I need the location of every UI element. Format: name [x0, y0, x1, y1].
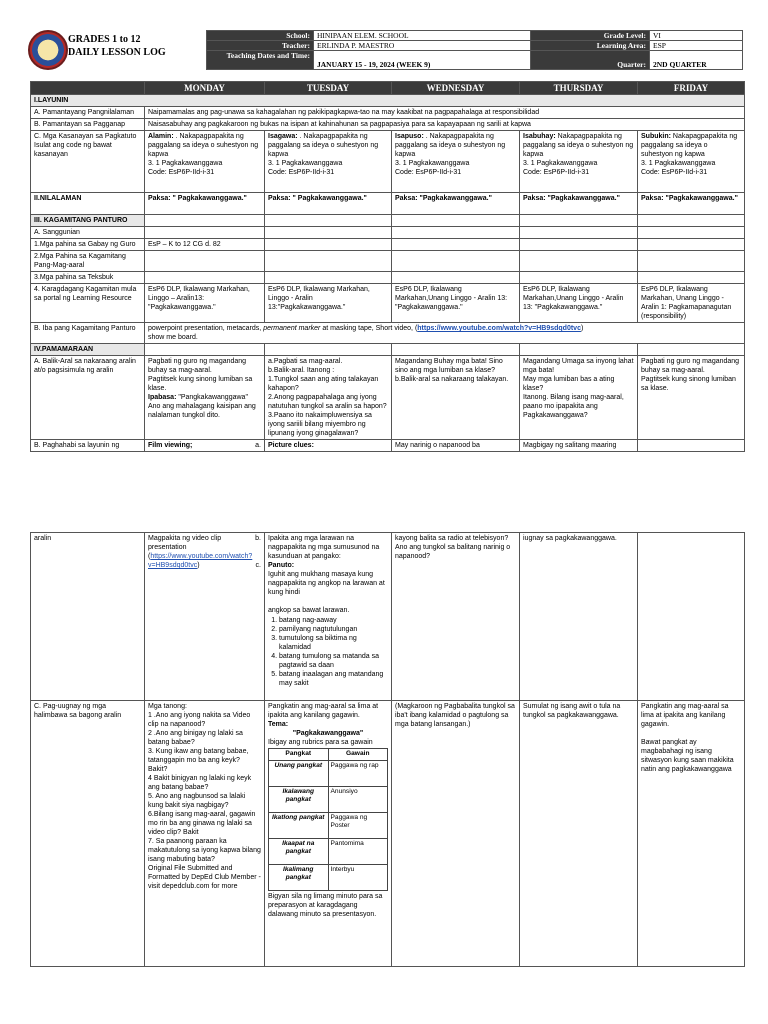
- pag-uugnay-tue-closing: Bigyan sila ng limang minuto para sa preparasyon at karagdagang dalawang minuto sa presentasyon.: [268, 892, 383, 918]
- kasanayan-prefix: Isagawa:: [268, 133, 298, 140]
- section-kagamitan: [31, 215, 745, 227]
- kasanayan-tuesday: [265, 131, 392, 193]
- p2-tue-panuto: Panuto:: [268, 562, 295, 569]
- p2-letter-b: b.: [255, 535, 261, 542]
- deped-seal-logo: [28, 30, 68, 70]
- pangkat-cell: Ikatlong pangkat: [269, 812, 329, 838]
- iba-text-part: ) show me board.: [148, 325, 584, 341]
- balik-tuesday: a.Pagbati sa mag-aaral. b.Balik-aral. Itanong : 1.Tungkol saan ang ating talakayan kahapon? 2.Anong pagpapahalaga ang iyong natutuhan tungkol sa aralin sa hapon? 3.Paano ito nakaimpluwensiya sa iyong sariili bilang miyembro ng lipunang iyong ginagalawan?: [265, 356, 392, 440]
- list-item: 3. tumutulong sa biktima ng kalamidad: [279, 634, 388, 652]
- teacher-value: ERLINDA P. MAESTRO: [314, 41, 531, 51]
- grade-level-label: Grade Level:: [531, 31, 650, 41]
- balik-monday: [145, 356, 265, 440]
- iba-text-italic: permanent marker: [263, 325, 321, 332]
- nilalaman-label: II.NILALAMAN: [31, 193, 145, 215]
- balik-wednesday: Magandang Buhay mga bata! Sino sino ang mga lumiban sa klase? b.Balik-aral sa nakaraang talakayan.: [392, 356, 520, 440]
- iba-label: B. Iba pang Kagamitang Panturo: [31, 323, 145, 344]
- kasanayan-prefix: Isabuhay:: [523, 133, 556, 140]
- p2-text: ): [197, 562, 200, 569]
- nilalaman-tuesday: Paksa: " Pagkakawanggawa.": [265, 193, 392, 215]
- list-item: 5. batang inaalagan ang matandang may sakit: [279, 670, 388, 688]
- pag-uugnay-tuesday: [265, 701, 392, 967]
- balik-bold: Ipabasa:: [148, 394, 177, 401]
- gawain-cell: Anunsiyo: [328, 786, 388, 812]
- pag-uugnay-label: C. Pag-uugnay ng mga halimbawa sa bagong aralin: [31, 701, 145, 967]
- row-iba-pang-kagamitan: [31, 323, 745, 344]
- paghahabi-tuesday: Picture clues:: [265, 440, 392, 452]
- header-info-table: [206, 30, 743, 70]
- pangkat-cell: Unang pangkat: [269, 760, 329, 786]
- pag-uugnay-friday: Pangkatin ang mag-aaral sa lima at ipakita ang kanilang gagawin. Bawat pangkat ay magbabahagi ng isang sitwasyon kung saan makikita natin ang pagkakawanggawa: [638, 701, 745, 967]
- day-monday: MONDAY: [145, 82, 265, 95]
- row-pamantayang-pangnilalaman: [31, 107, 745, 119]
- row-nilalaman: [31, 193, 745, 215]
- pangkat-table: [268, 748, 388, 891]
- nilalaman-monday: Paksa: " Pagkakawanggawa.": [145, 193, 265, 215]
- learning-area-label: Learning Area:: [531, 41, 650, 51]
- pagganap-label: B. Pamantayan sa Pagganap: [31, 119, 145, 131]
- section-layunin-label: I.LAYUNIN: [31, 95, 745, 107]
- pangkat-cell: Ikalawang pangkat: [269, 786, 329, 812]
- paghahabi-monday: [145, 440, 265, 452]
- pangkat-header: Pangkat: [269, 749, 329, 761]
- nilalaman-friday: Paksa: "Pagkakawanggawa.": [638, 193, 745, 215]
- kasanayan-text: . Nakapagpapakita ng paggalang sa ideya o suhestyon ng kapwa 3. 1 Pagkakawanggawa Code: EsP6P-IId-i-31: [148, 133, 259, 176]
- kasanayan-text: . Nakapagpapakita ng paggalang sa ideya o suhestyon ng kapwa 3. 1 Pagkakawanggawa Code: EsP6P-IId-i-31: [268, 133, 379, 176]
- row-paghahabi: [31, 440, 745, 452]
- sanggunian-label: A. Sanggunian: [31, 227, 145, 239]
- list-item: 4. batang tumulong sa matanda sa pagtawid sa daan: [279, 652, 388, 670]
- row-gabay-guro: [31, 239, 745, 251]
- teksbuk-label: 3.Mga pahina sa Teksbuk: [31, 272, 145, 284]
- kasanayan-wednesday: [392, 131, 520, 193]
- balik-friday: Pagbati ng guro ng magandang buhay sa mag-aaral. Pagtitsek kung sinong lumiban sa klase.: [638, 356, 745, 440]
- teacher-label: Teacher:: [207, 41, 314, 51]
- row-paghahabi-cont: [31, 533, 745, 701]
- p2-tue-intro: Ipakita ang mga larawan na nagpapakita ng mga sumusunod na kasunduan at pangako:: [268, 535, 380, 560]
- title-line-2: DAILY LESSON LOG: [68, 47, 166, 58]
- p2-letter-c: c.: [255, 562, 261, 569]
- section-pamamaraan: [31, 344, 745, 356]
- iba-text: [145, 323, 745, 344]
- gawain-header: Gawain: [328, 749, 388, 761]
- list-item: 1. batang nag-aaway: [279, 616, 388, 625]
- balik-text: "Pangkakawanggawa" Ano ang mahalagang kaisipan ang nalalaman tungkol dito.: [148, 394, 256, 419]
- iba-text-part: at masking tape, Short video, (: [320, 325, 418, 332]
- grade-level-value: VI: [650, 31, 743, 41]
- pag-uugnay-rubrics-note: Ibigay ang rubrics para sa gawain: [268, 739, 373, 746]
- row-kagamitang-mag-aaral: [31, 251, 745, 272]
- gabay-label: 1.Mga pahina sa Gabay ng Guro: [31, 239, 145, 251]
- pag-uugnay-tema-value: "Pagkakawanggawa": [292, 730, 364, 737]
- pag-uugnay-tue-intro: Pangkatin ang mag-aaral sa lima at ipakita ang kanilang gagawin.: [268, 703, 379, 719]
- karagdagang-friday: EsP6 DLP, Ikalawang Markahan, Unang Linggo - Aralin 1: Pagkamapanagutan (responsibility): [638, 284, 745, 323]
- gawain-cell: Paggawa ng rap: [328, 760, 388, 786]
- p2-tuesday: [265, 533, 392, 701]
- paghahabi-wednesday: May narinig o napanood ba: [392, 440, 520, 452]
- kasanayan-prefix: Isapuso:: [395, 133, 424, 140]
- title-line-1: GRADES 1 to 12: [68, 34, 141, 45]
- karagdagang-wednesday: EsP6 DLP, Ikalawang Markahan,Unang Linggo - Aralin 13: "Pagkakawanggawa.": [392, 284, 520, 323]
- day-header-row: [31, 82, 745, 95]
- balik-label: A. Balik-Aral sa nakaraang aralin at/o pagsisimula ng aralin: [31, 356, 145, 440]
- balik-thursday: Magandang Umaga sa inyong lahat mga bata! May mga lumiban bas a ating klase? Itanong. Bilang isang mag-aaral, paano mo ipapakita ang Pagkakawanggawa?: [520, 356, 638, 440]
- paghahabi-thursday: Magbigay ng salitang maaring: [520, 440, 638, 452]
- pag-uugnay-wednesday: (Magkaroon ng Pagbabalita tungkol sa iba't ibang kalamidad o pagtulong sa mga batang lansangan.): [392, 701, 520, 967]
- kasanayan-text: Nakapagpapakita ng paggalang sa ideya o suhestyon ng kapwa 3. 1 Pagkakawanggawa Code: EsP6P-IId-i-31: [641, 133, 738, 176]
- lesson-log-table-page1: [30, 81, 745, 452]
- kagamitan-label: III. KAGAMITANG PANTURO: [31, 215, 145, 227]
- quarter-value: 2ND QUARTER: [650, 51, 743, 70]
- paghahabi-text: Film viewing;: [148, 442, 193, 449]
- p2-label: aralin: [31, 533, 145, 701]
- karagdagang-thursday: EsP6 DLP, Ikalawang Markahan,Unang Linggo - Aralin 13: "Pagkakawanggawa.": [520, 284, 638, 323]
- dates-value: JANUARY 15 - 19, 2024 (WEEK 9): [314, 51, 531, 70]
- pangkat-cell: Ikalimang pangkat: [269, 864, 329, 890]
- gawain-cell: Interbyu: [328, 864, 388, 890]
- day-friday: FRIDAY: [638, 82, 745, 95]
- section-layunin: [31, 95, 745, 107]
- paghahabi-letter: a.: [255, 442, 261, 449]
- lesson-log-table-page2: [30, 532, 745, 967]
- kasanayan-label: C. Mga Kasanayan sa Pagkatuto Isulat ang code ng bawat kasanayan: [31, 131, 145, 193]
- row-teksbuk: [31, 272, 745, 284]
- iba-text-part: powerpoint presentation, metacards,: [148, 325, 264, 332]
- karagdagang-monday: EsP6 DLP, Ikalawang Markahan, Linggo – Aralin13: "Pagkakawanggawa.": [145, 284, 265, 323]
- school-label: School:: [207, 31, 314, 41]
- p2-monday: [145, 533, 265, 701]
- kasanayan-friday: [638, 131, 745, 193]
- list-item: 2. pamilyang nagtutulungan: [279, 625, 388, 634]
- day-thursday: THURSDAY: [520, 82, 638, 95]
- kasanayan-prefix: Subukin:: [641, 133, 671, 140]
- pangkat-cell: Ikaapat na pangkat: [269, 838, 329, 864]
- gawain-cell: Paggawa ng Poster: [328, 812, 388, 838]
- kasanayan-monday: [145, 131, 265, 193]
- p2-youtube-link[interactable]: https://www.youtube.com/watch?v=HB9sdqd0tvc: [148, 553, 253, 569]
- nilalaman-thursday: Paksa: "Pagkakawanggawa.": [520, 193, 638, 215]
- kagamitang-mag-aaral-label: 2.Mga Pahina sa Kagamitang Pang-Mag-aaral: [31, 251, 145, 272]
- row-pamantayan-pagganap: [31, 119, 745, 131]
- row-sanggunian: [31, 227, 745, 239]
- day-tuesday: TUESDAY: [265, 82, 392, 95]
- dates-label: Teaching Dates and Time:: [207, 51, 314, 70]
- quarter-label: Quarter:: [531, 51, 650, 70]
- kasanayan-prefix: Alamin:: [148, 133, 174, 140]
- nilalaman-wednesday: Paksa: "Pagkakawanggawa.": [392, 193, 520, 215]
- header-title: [68, 33, 166, 59]
- school-value: HINIPAAN ELEM. SCHOOL: [314, 31, 531, 41]
- kasanayan-text: Nakapagpapakita ng paggalang sa ideya o suhestyon ng kapwa 3. 1 Pagkakawanggawa Code: EsP6P-IId-i-31: [523, 133, 634, 176]
- gabay-text: EsP – K to 12 CG d. 82: [145, 239, 265, 251]
- karagdagang-label: 4. Karagdagang Kagamitan mula sa portal ng Learning Resource: [31, 284, 145, 323]
- pamantayang-text: Naipamamalas ang pag-unawa sa kahagalahan ng pakikipagkapwa-tao na may kaakibat na pagpapahalaga at responsibilidad: [145, 107, 745, 119]
- paghahabi-label: B. Paghahabi sa layunin ng: [31, 440, 145, 452]
- kasanayan-text: . Nakapagpapakita ng paggalang sa ideya o suhestyon ng kapwa 3. 1 Pagkakawanggawa Code: EsP6P-IId-i-31: [395, 133, 506, 176]
- pamantayang-label: A. Pamantayang Pangnilalaman: [31, 107, 145, 119]
- day-wednesday: WEDNESDAY: [392, 82, 520, 95]
- p2-tue-list: [268, 616, 388, 688]
- pag-uugnay-monday: Mga tanong: 1 .Ano ang iyong nakita sa Video clip na napanood? 2 .Ano ang binigay ng lalaki sa batang babae? 3. Kung ikaw ang batang babae, tatanggapin mo ba ang keyk? Bakit? 4 Bakit binigyan ng lalaki ng keyk ang batang babae? 5. Ano ang nagbunsod sa lalaki kung bakit siya nagbigay? 6.Bilang isang mag-aaral, gagawin mo rin ba ang ginawa ng lalaki sa video clip? Bakit 7. Sa paanong paraan ka makatutulong sa iyong kapwa bilang isang mabuting bata? Original File Submitted and Formatted by DepEd Club Member - visit depedclub.com for more: [145, 701, 265, 967]
- p2-tue-instructions: Iguhit ang mukhang masaya kung nagpapakita ng angkop na larawan at kung hindi angkop sa bawat larawan.: [268, 571, 385, 614]
- row-balik-aral: [31, 356, 745, 440]
- kasanayan-thursday: [520, 131, 638, 193]
- p2-thursday: iugnay sa pagkakawanggawa.: [520, 533, 638, 701]
- pagganap-text: Naisasabuhay ang pagkakaroon ng bukas na isipan at kahinahunan sa pagpapasiya para sa kapayapaan ng sarili at kapwa: [145, 119, 745, 131]
- youtube-link[interactable]: https://www.youtube.com/watch?v=HB9sdqd0tvc: [417, 325, 581, 332]
- balik-text: Pagbati ng guro ng magandang buhay sa mag-aaral. Pagtitsek kung sinong lumiban sa klase.: [148, 358, 253, 392]
- p2-wednesday: kayong balita sa radio at telebisyon? Ano ang tungkol sa balitang narinig o napanood?: [392, 533, 520, 701]
- gawain-cell: Pantomima: [328, 838, 388, 864]
- row-kasanayan: [31, 131, 745, 193]
- pamamaraan-label: IV.PAMAMARAAN: [31, 344, 145, 356]
- pag-uugnay-thursday: Sumulat ng isang awit o tula na tungkol sa pagkakawanggawa.: [520, 701, 638, 967]
- row-karagdagang-kagamitan: [31, 284, 745, 323]
- learning-area-value: ESP: [650, 41, 743, 51]
- karagdagang-tuesday: EsP6 DLP, Ikalawang Markahan, Linggo - Aralin 13:"Pagkakawanggawa.": [265, 284, 392, 323]
- row-pag-uugnay: [31, 701, 745, 967]
- p2-text: Magpakita ng video clip presentation (: [148, 535, 222, 560]
- pag-uugnay-tema-label: Tema:: [268, 721, 289, 728]
- day-header-blank: [31, 82, 145, 95]
